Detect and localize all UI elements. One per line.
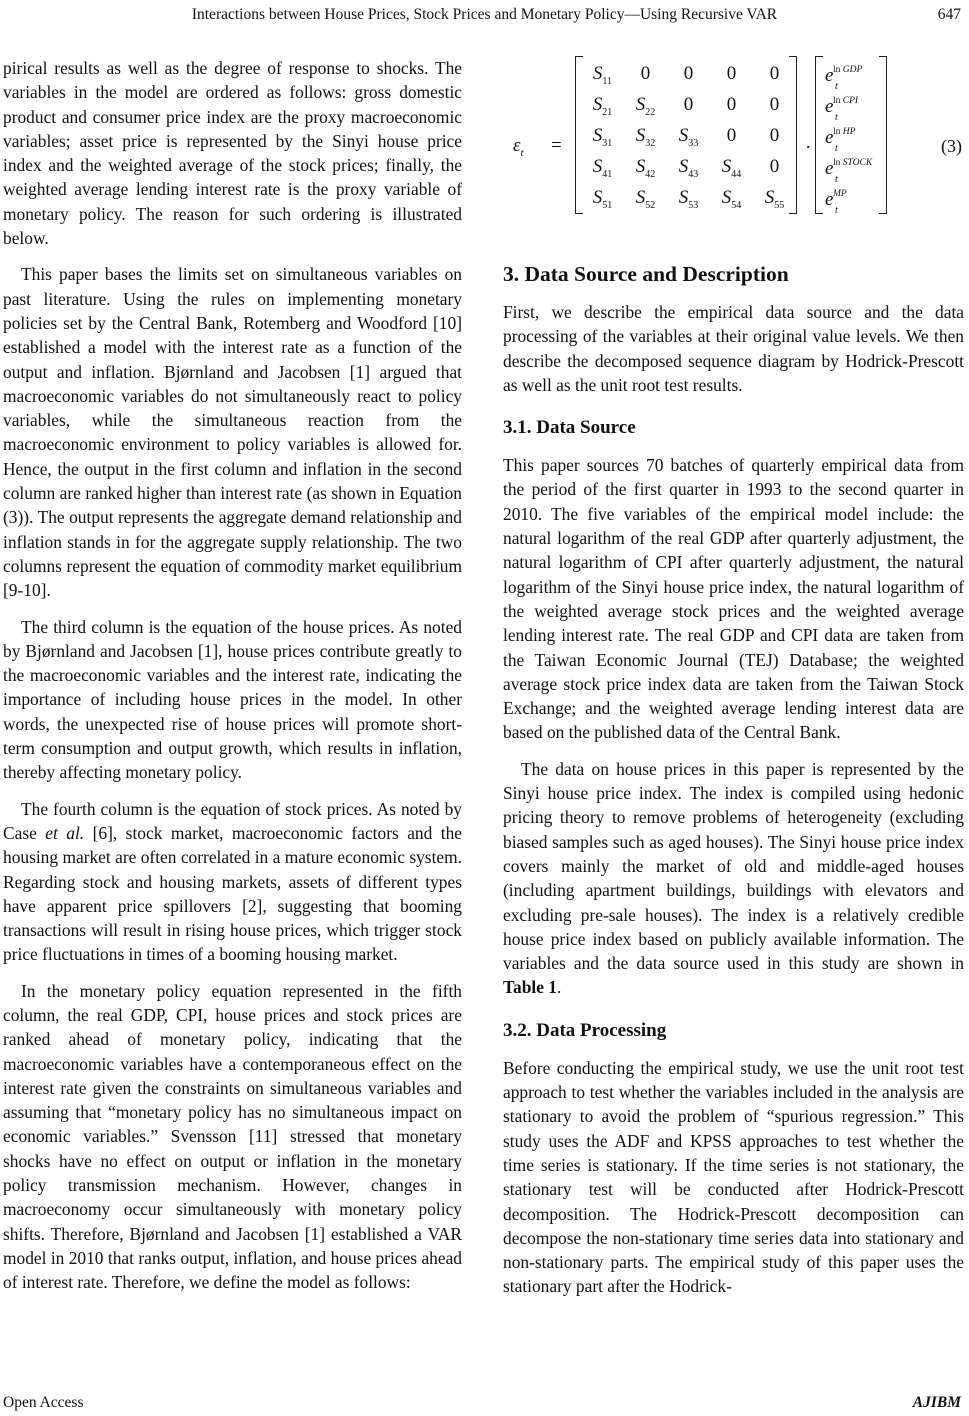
page-number: 647 — [937, 6, 961, 23]
paragraph: In the monetary policy equation represented in the fifth column, the real GDP, CPI, house prices and stock prices are ranked ahead of monetary policy, indicating that the macroeconomic variables have a contemporaneous effect on the interest rate given the constraints on simultaneous variables and assuming that “monetary policy has no simultaneous impact on economic variables.” Svensson [11] stressed that monetary shocks have no effect on output or inflation in the monetary policy transmission mechanism. However, changes in macroeconomy occur simultaneously with monetary policy shifts. Therefore, Bjørnland and Jacobsen [1] established a VAR model in 2010 that ranks output, inflation, and house prices ahead of interest rate. Therefore, we define the model as follows: — [3, 980, 462, 1293]
vector-entry: ln STOCK e t — [825, 158, 873, 185]
matrix-cell: $S_{33}$ — [678, 125, 699, 149]
vector-entry: ln GDP e t — [825, 65, 863, 92]
matrix-cell: $S_{55}$ — [764, 187, 785, 211]
paragraph: pirical results as well as the degree of response to shocks. The variables in the model are ordered as follows: gross domestic product and consumer price index are the proxy macroeconomic variables; asset price is represented by the Sinyi house price index and the weighted average of the stock prices; finally, the weighted average lending interest rate is the proxy variable of monetary policy. The reason for such ordering is illustrated below. — [3, 58, 462, 249]
matrix-cell: 0 — [726, 94, 737, 115]
journal-label: AJIBM — [912, 1394, 961, 1411]
matrix-cell: $S_{42}$ — [635, 156, 656, 180]
matrix-cell: $S_{32}$ — [635, 125, 656, 149]
vector-entry: MP e t — [825, 189, 847, 216]
matrix-cell: $S_{51}$ — [592, 187, 613, 211]
equation-number: (3) — [941, 136, 962, 156]
text-run: The fourth column is the equation of stock prices. As noted by Case — [3, 798, 462, 843]
text-run: The data on house prices in this paper is represented by the Sinyi house price index. The index is compiled using hedonic pricing theory to remove problems of heterogeneity (excluding biased samples such as aged houses). The Sinyi house price index covers mainly the market of old and middle-aged houses (including apartment buildings, buildings with elevators and excluding pre-sale houses). The index is a relatively credible house price index based on publicly available information. The variables and the data source used in this study are shown in — [503, 758, 964, 974]
matrix-cell: $S_{41}$ — [592, 156, 613, 180]
multiply-dot: · — [805, 137, 812, 158]
text-run: [6], stock market, macroeconomic factors and the housing market are often correlated in a mature economic system. Regarding stock and housing markets, assets of different types have apparent price spillovers [2], suggesting that booming transactions will result in rising house prices, which trigger stock price fluctuations in times of a booming housing market. — [3, 822, 463, 965]
paragraph: This paper sources 70 batches of quarterly empirical data from the period of the first quarter in 1993 to the second quarter in 2010. The five variables of the empirical model include: the natural logarithm of the real GDP after quarterly adjustment, the natural logarithm of CPI after quarterly adjustment, the natural logarithm of the Sinyi house price index, the natural logarithm of the weighted average stock prices and the weighted average lending interest rate. The real GDP and CPI data are taken from the Taiwan Economic Journal (TEJ) Database; the weighted average stock price index data are taken from the Taiwan Stock Exchange; and the weighted average lending interest data are based on the published data of the Central Bank. — [503, 455, 964, 743]
matrix-cell: $S_{53}$ — [678, 187, 699, 211]
vector-entry: ln CPI e t — [825, 96, 859, 123]
subsection-title: 3.2. Data Processing — [503, 1019, 667, 1041]
matrix-cell: 0 — [769, 94, 780, 115]
matrix-cell: $S_{44}$ — [721, 156, 742, 180]
italic-text: et al. — [45, 822, 85, 843]
right-column — [503, 56, 964, 1311]
matrix-cell: 0 — [769, 63, 780, 84]
running-header — [0, 6, 969, 28]
running-title: Interactions between House Prices, Stock Prices and Monetary Policy—Using Recursive VAR — [191, 6, 778, 23]
matrix-cell: 0 — [640, 63, 651, 84]
paragraph: First, we describe the empirical data source and the data processing of the variables at their original value levels. We then describe the decomposed sequence diagram by Hodrick-Prescott as well as the unit root test results. — [503, 302, 964, 395]
paragraph: Before conducting the empirical study, we use the unit root test approach to test whether the variables included in the analysis are stationary to avoid the problem of “spurious regression.” This study uses the ADF and KPSS approaches to test whether the time series is stationary. If the time series is not stationary, the stationary test will be conducted after Hodrick-Prescott decomposition. The Hodrick-Prescott decomposition can decompose the non-stationary time series data into stationary and non-stationary parts. The empirical study of this paper uses the stationary part after the Hodrick- — [503, 1057, 964, 1297]
paragraph-house-prices — [503, 757, 964, 1000]
matrix-cell: 0 — [683, 63, 694, 84]
vector-entry: ln HP e t — [825, 127, 856, 154]
matrix-cell: $S_{31}$ — [592, 125, 613, 149]
section-title: 3. Data Source and Description — [503, 262, 789, 286]
paragraph: This paper bases the limits set on simultaneous variables on past literature. Using the rules on implementing monetary policies set by the Central Bank, Rotemberg and Woodford [10] established a model with the interest rate as a function of the output and inflation. Bjørnland and Jacobsen [1] argued that macroeconomic variables do not simultaneously react to policy variables, while the simultaneous reaction from the macroeconomic environment to policy variables is allowed for. Hence, the output in the first column and inflation in the second column are ranked higher than interest rate (as shown in Equation (3)). The output represents the aggregate demand relationship and inflation stands in for the aggregate supply relationship. The two columns represent the equation of commodity market equilibrium [9-10]. — [3, 264, 462, 601]
subsection-title: 3.1. Data Source — [503, 417, 636, 439]
matrix-cell: 0 — [769, 125, 780, 146]
coefficient-matrix — [581, 58, 796, 213]
table-reference[interactable]: Table 1 — [503, 977, 557, 998]
matrix-cell: $S_{22}$ — [635, 94, 656, 118]
text-run: . — [556, 977, 562, 998]
paragraph-stock-prices — [3, 797, 462, 967]
matrix-cell: $S_{52}$ — [635, 187, 656, 211]
matrix-cell: $S_{11}$ — [592, 63, 613, 87]
paragraph: The third column is the equation of the house prices. As noted by Bjørnland and Jacobsen [1], house prices contribute greatly to the macroeconomic variables and the interest rate, indicating the importance of including house prices in the model. In other words, the unexpected rise of house prices will promote short-term consumption and output growth, which results in inflation, thereby affecting monetary policy. — [3, 616, 462, 783]
equation-3 — [503, 56, 964, 240]
matrix-right-bracket — [789, 56, 797, 214]
vector-right-bracket — [879, 56, 887, 214]
matrix-cell: $S_{43}$ — [678, 156, 699, 180]
matrix-cell: $S_{21}$ — [592, 94, 613, 118]
matrix-cell: 0 — [726, 63, 737, 84]
matrix-cell: 0 — [769, 156, 780, 177]
matrix-cell: 0 — [726, 125, 737, 146]
open-access-label: Open Access — [3, 1394, 84, 1411]
left-column — [3, 56, 462, 1307]
matrix-cell: $S_{54}$ — [721, 187, 742, 211]
matrix-cell: 0 — [683, 94, 694, 115]
equals-sign: = — [551, 135, 562, 156]
equation-lhs: $\varepsilon_t$ — [513, 135, 524, 159]
